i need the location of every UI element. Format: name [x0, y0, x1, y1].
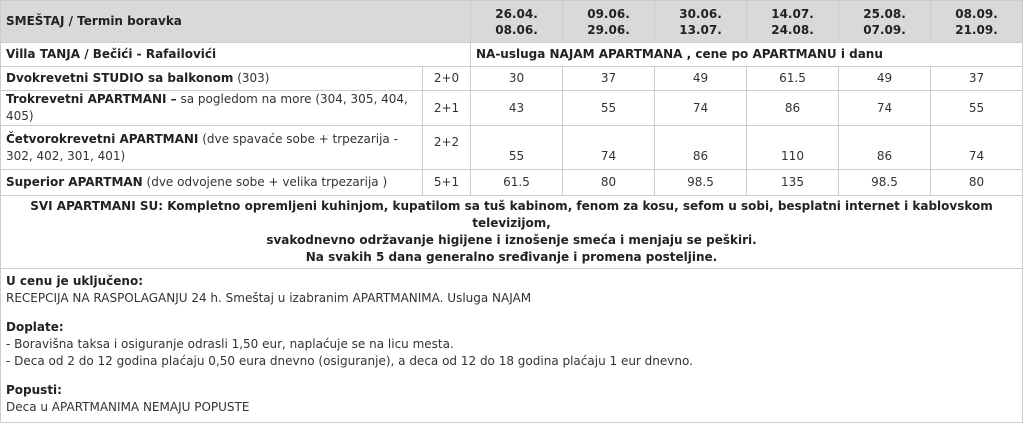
- period-header: 08.09. 21.09.: [931, 1, 1023, 43]
- discounts-heading: Popusti:: [6, 383, 62, 397]
- pricing-note: NA-usluga NAJAM APARTMANA , cene po APARTMANU i danu: [471, 43, 1023, 67]
- occupancy: 5+1: [423, 170, 471, 196]
- table-title: SMEŠTAJ / Termin boravka: [1, 1, 471, 43]
- price-cell: 74: [931, 126, 1023, 170]
- price-cell: 37: [931, 67, 1023, 91]
- extra-charge-line: - Deca od 2 do 12 godina plaćaju 0,50 eura dnevno (osiguranje), a deca od 12 do 18 godina plaćaju 1 eur dnevno.: [6, 354, 693, 368]
- price-cell: 86: [747, 91, 839, 126]
- price-cell: 55: [931, 91, 1023, 126]
- info-row: [1, 269, 1023, 423]
- table-row: [1, 67, 1023, 91]
- period-header: 30.06. 13.07.: [655, 1, 747, 43]
- price-cell: 98.5: [839, 170, 931, 196]
- price-cell: 61.5: [747, 67, 839, 91]
- period-header: 14.07. 24.08.: [747, 1, 839, 43]
- price-cell: 86: [655, 126, 747, 170]
- included-heading: U cenu je uključeno:: [6, 274, 143, 288]
- price-cell: 80: [563, 170, 655, 196]
- price-cell: 74: [563, 126, 655, 170]
- villa-row: [1, 43, 1023, 67]
- price-cell: 49: [839, 67, 931, 91]
- included-text: RECEPCIJA NA RASPOLAGANJU 24 h. Smeštaj u izabranim APARTMANIMA. Usluga NAJAM: [6, 291, 532, 305]
- discounts-text: Deca u APARTMANIMA NEMAJU POPUSTE: [6, 400, 250, 414]
- info-section: [1, 269, 1023, 423]
- room-type: Dvokrevetni STUDIO sa balkonom (303): [1, 67, 423, 91]
- price-cell: 74: [655, 91, 747, 126]
- occupancy: 2+2: [423, 126, 471, 170]
- price-cell: 43: [471, 91, 563, 126]
- price-cell: 135: [747, 170, 839, 196]
- price-cell: 55: [471, 126, 563, 170]
- period-header: 26.04. 08.06.: [471, 1, 563, 43]
- villa-name: Villa TANJA / Bečići - Rafailovići: [1, 43, 471, 67]
- extra-charge-line: - Boravišna taksa i osiguranje odrasli 1,50 eur, naplaćuje se na licu mesta.: [6, 337, 454, 351]
- amenities-note: SVI APARTMANI SU: Kompletno opremljeni kuhinjom, kupatilom sa tuš kabinom, fenom za kosu, sefom u sobi, besplatni internet i kablovskom televizijom, svakodnevno održavanje higijene i iznošenje smeća i menjaju se peškiri. Na svakih 5 dana generalno sređivanje i promena posteljine.: [1, 196, 1023, 269]
- room-type: Četvorokrevetni APARTMANI (dve spavaće sobe + trpezarija - 302, 402, 301, 401): [1, 126, 423, 170]
- amenities-row: [1, 196, 1023, 269]
- price-cell: 55: [563, 91, 655, 126]
- room-type: Superior APARTMAN (dve odvojene sobe + velika trpezarija ): [1, 170, 423, 196]
- period-header: 09.06. 29.06.: [563, 1, 655, 43]
- occupancy: 2+0: [423, 67, 471, 91]
- price-cell: 86: [839, 126, 931, 170]
- room-type: Trokrevetni APARTMANI – sa pogledom na more (304, 305, 404, 405): [1, 91, 423, 126]
- price-cell: 37: [563, 67, 655, 91]
- table-row: [1, 91, 1023, 126]
- table-row: [1, 170, 1023, 196]
- price-cell: 74: [839, 91, 931, 126]
- table-row: [1, 126, 1023, 170]
- price-cell: 80: [931, 170, 1023, 196]
- price-cell: 110: [747, 126, 839, 170]
- price-cell: 98.5: [655, 170, 747, 196]
- period-header: 25.08. 07.09.: [839, 1, 931, 43]
- price-cell: 49: [655, 67, 747, 91]
- price-cell: 61.5: [471, 170, 563, 196]
- occupancy: 2+1: [423, 91, 471, 126]
- header-row: [1, 1, 1023, 43]
- extra-charges-heading: Doplate:: [6, 320, 64, 334]
- price-cell: 30: [471, 67, 563, 91]
